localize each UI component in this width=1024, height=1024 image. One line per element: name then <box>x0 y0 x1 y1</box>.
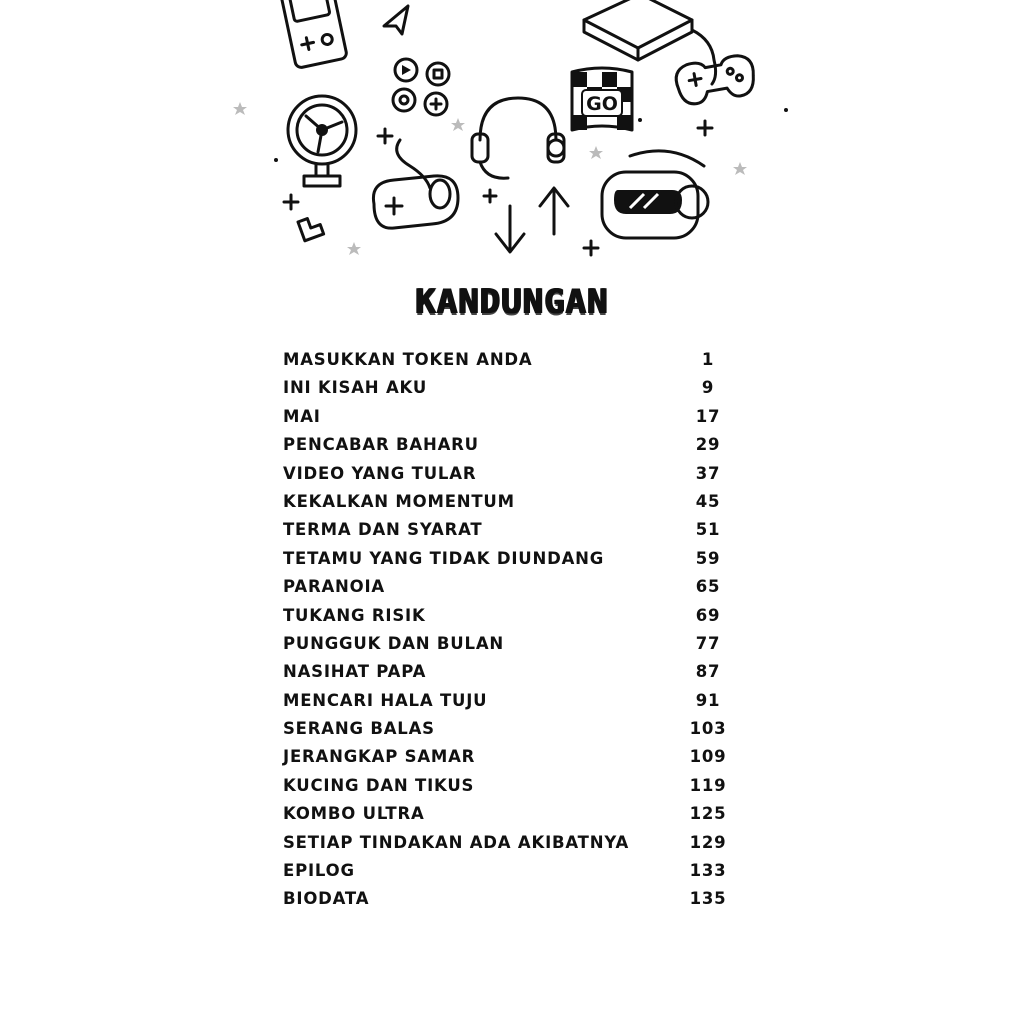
toc-entry-page: 37 <box>695 463 721 483</box>
toc-entry-page: 133 <box>689 861 727 881</box>
flag-logo-text: GO <box>586 93 618 115</box>
page-title: KANDUNGAN <box>415 282 609 322</box>
flag-icon <box>572 68 632 130</box>
toc-entry-title: KUCING DAN TIKUS <box>283 775 475 795</box>
toc-entry-title: TUKANG RISIK <box>283 605 426 625</box>
toc-entry-title: TETAMU YANG TIDAK DIUNDANG <box>283 548 605 568</box>
plus-icon <box>274 108 788 255</box>
fan-icon <box>288 96 356 186</box>
toc-entry-page: 103 <box>689 719 727 739</box>
headset-icon <box>472 98 564 178</box>
toc-entry <box>283 800 733 828</box>
toc-entry-title: KEKALKAN MOMENTUM <box>283 491 515 511</box>
toc-entry-page: 17 <box>695 406 721 426</box>
table-of-contents <box>283 346 733 914</box>
toc-entry <box>283 602 733 630</box>
toc-entry <box>283 573 733 601</box>
toc-entry <box>283 431 733 459</box>
toc-entry-page: 59 <box>695 548 721 568</box>
toc-entry-title: INI KISAH AKU <box>283 378 428 398</box>
toc-entry-page: 109 <box>689 747 727 767</box>
toc-entry <box>283 687 733 715</box>
arrows-icon <box>496 188 568 252</box>
toc-entry-page: 65 <box>695 577 721 597</box>
toc-entry <box>283 516 733 544</box>
toc-entry-page: 135 <box>689 889 727 909</box>
handheld-console-icon <box>278 0 348 68</box>
toc-entry-page: 45 <box>695 491 721 511</box>
toc-entry-title: PENCABAR BAHARU <box>283 435 479 455</box>
arcade-machine-icon <box>584 0 716 84</box>
toc-entry-title: MENCARI HALA TUJU <box>283 690 488 710</box>
toc-entry-title: SERANG BALAS <box>283 719 435 739</box>
cursor-arrow-icon <box>384 6 408 34</box>
toc-entry <box>283 460 733 488</box>
toc-entry-title: MASUKKAN TOKEN ANDA <box>283 350 533 369</box>
toc-entry-page: 69 <box>695 605 721 625</box>
toc-entry-title: MAI <box>283 406 321 426</box>
toc-entry-title: NASIHAT PAPA <box>283 662 427 682</box>
toc-entry <box>283 374 733 402</box>
star-icon <box>233 102 747 255</box>
toc-entry-page: 51 <box>695 520 721 540</box>
toc-entry <box>283 743 733 771</box>
toc-entry <box>283 403 733 431</box>
toc-entry <box>283 545 733 573</box>
toc-entry <box>283 885 733 913</box>
toc-entry <box>283 658 733 686</box>
toc-entry <box>283 715 733 743</box>
toc-entry-title: TERMA DAN SYARAT <box>283 520 483 540</box>
toc-entry-title: JERANGKAP SAMAR <box>283 747 476 767</box>
toc-entry-page: 119 <box>689 775 727 795</box>
gamepad-buttons-icon <box>393 59 449 115</box>
joystick-controller-icon <box>373 140 458 228</box>
gaming-illustration <box>220 0 800 270</box>
toc-entry-title: KOMBO ULTRA <box>283 804 425 824</box>
toc-entry-title: PUNGGUK DAN BULAN <box>283 633 505 653</box>
toc-entry <box>283 488 733 516</box>
toc-entry-title: BIODATA <box>283 889 370 909</box>
toc-entry <box>283 829 733 857</box>
toc-entry-page: 125 <box>689 804 727 824</box>
toc-entry-title: SETIAP TINDAKAN ADA AKIBATNYA <box>283 832 630 852</box>
vr-headset-icon <box>602 151 708 238</box>
toc-entry-page: 1 <box>701 350 715 369</box>
toc-entry <box>283 857 733 885</box>
toc-entry-page: 91 <box>695 690 721 710</box>
toc-entry-page: 129 <box>689 832 727 852</box>
toc-entry <box>283 772 733 800</box>
toc-entry <box>283 630 733 658</box>
tetris-block-icon <box>298 215 324 241</box>
toc-entry-page: 9 <box>701 378 715 398</box>
toc-entry-title: PARANOIA <box>283 577 385 597</box>
toc-entry-page: 29 <box>695 435 721 455</box>
toc-entry-page: 77 <box>695 633 721 653</box>
toc-entry-page: 87 <box>695 662 721 682</box>
toc-entry-title: EPILOG <box>283 861 355 881</box>
toc-entry-title: VIDEO YANG TULAR <box>283 463 477 483</box>
toc-entry <box>283 346 733 374</box>
